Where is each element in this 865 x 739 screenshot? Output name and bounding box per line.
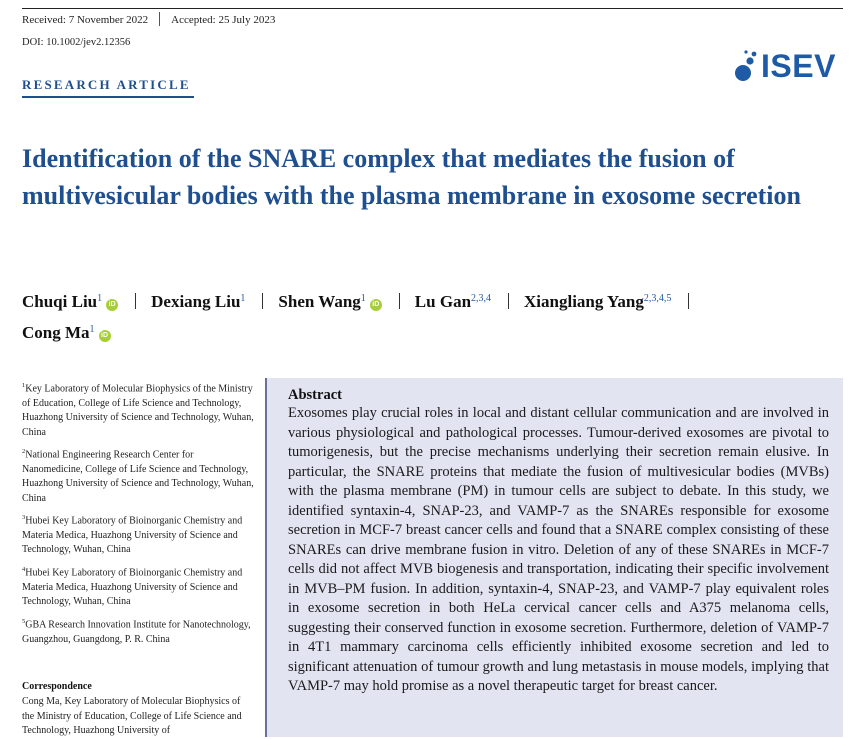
author-separator — [688, 293, 689, 309]
dates-line — [22, 12, 275, 26]
author-separator — [135, 293, 136, 309]
doi[interactable]: DOI: 10.1002/jev2.12356 — [22, 37, 131, 48]
author-name: Dexiang Liu — [151, 292, 241, 311]
author-name: Cong Ma — [22, 323, 90, 342]
received-date: Received: 7 November 2022 — [22, 14, 149, 26]
author[interactable] — [22, 292, 118, 311]
author[interactable] — [415, 292, 491, 311]
affiliation-text: National Engineering Research Center for Nanomedicine, College of Life Science and Technology, Huazhong University of Science and Technology, Wuhan, China — [22, 449, 254, 504]
accepted-date: Accepted: 25 July 2023 — [171, 14, 276, 26]
author-affil-ref[interactable]: 1 — [97, 293, 103, 304]
top-rule — [22, 8, 843, 9]
correspondence-text: Cong Ma, Key Laboratory of Molecular Biophysics of the Ministry of Education, College of Life Science and Technology, Huazhong University of — [22, 696, 242, 736]
affiliation-number: 5 — [22, 618, 26, 625]
article-type-underline — [22, 96, 194, 98]
author[interactable] — [524, 292, 671, 311]
author-list — [22, 285, 822, 347]
author-separator — [508, 293, 509, 309]
affiliation — [22, 379, 254, 440]
author-separator — [399, 293, 400, 309]
author-name: Xiangliang Yang — [524, 292, 644, 311]
author-name: Lu Gan — [414, 292, 472, 311]
divider — [159, 12, 160, 26]
author[interactable] — [151, 292, 245, 311]
affiliation — [22, 511, 254, 558]
orcid-icon[interactable]: iD — [99, 330, 111, 342]
abstract-heading: Abstract — [288, 387, 342, 403]
affiliation-text: Key Laboratory of Molecular Biophysics of the Ministry of Education, College of Life Science and Technology, Huazhong University of Science and Technology, Wuhan, China — [22, 383, 254, 438]
author-affil-ref[interactable]: 1 — [360, 293, 366, 304]
affiliation-number: 2 — [22, 448, 26, 455]
affiliation-number: 3 — [22, 514, 26, 521]
abstract-left-bar — [265, 378, 267, 737]
author-affil-ref[interactable]: 2,3,4 — [471, 293, 492, 304]
author-affil-ref[interactable]: 2,3,4,5 — [643, 293, 672, 304]
affiliation-text: Hubei Key Laboratory of Bioinorganic Chemistry and Materia Medica, Huazhong University of Science and Technology, Wuhan, China — [22, 515, 243, 556]
affiliation-text: Hubei Key Laboratory of Bioinorganic Chemistry and Materia Medica, Huazhong University of Science and Technology, Wuhan, China — [22, 567, 243, 608]
affiliation — [22, 445, 254, 506]
affiliation — [22, 615, 254, 647]
article-type: RESEARCH ARTICLE — [22, 77, 191, 92]
correspondence-heading: Correspondence — [22, 681, 92, 692]
affiliation-text: GBA Research Innovation Institute for Nanotechnology, Guangzhou, Guangdong, P. R. China — [22, 619, 251, 645]
affiliation — [22, 563, 254, 610]
affiliation-number: 1 — [22, 382, 26, 389]
abstract-text: Exosomes play crucial roles in local and distant cellular communication and are involved in various physiological and pathological processes. Tumour-derived exosomes are pivotal to tumorigenesis, but the precise mechanisms underlying their secretion remain elusive. In particular, the SNARE proteins that mediate the fusion of multivesicular bodies (MVBs) with the plasma membrane (PM) in tumour cells are subject to debate. In this study, we identified syntaxin-4, SNAP-23, and VAMP-7 as the SNAREs responsible for exosome secretion in MCF-7 breast cancer cells and found that a SNARE complex consisting of these SNAREs can drive membrane fusion in vitro. Deletion of any of these SNAREs in MCF-7 cells did not affect MVB biogenesis and transportation, indicating their specific involvement in MVB–PM fusion. In addition, syntaxin-4, SNAP-23, and VAMP-7 play equivalent roles in exosome secretion in both HeLa cervical cancer cells and A375 melanoma cells, suggesting their conserved function in exosome secretion. Furthermore, deletion of VAMP-7 in 4T1 mammary carcinoma cells efficiently inhibited exosome secretion and led to significant attenuation of tumour growth and lung metastasis in mouse models, implying that VAMP-7 may hold promise as a novel therapeutic target for breast cancer. — [288, 405, 829, 694]
author-separator — [262, 293, 263, 309]
orcid-icon[interactable]: iD — [370, 299, 382, 311]
author-affil-ref[interactable]: 1 — [240, 293, 246, 304]
author[interactable] — [22, 323, 111, 342]
isev-logo — [731, 46, 844, 86]
author-name: Shen Wang — [278, 292, 361, 311]
article-title: Identification of the SNARE complex that mediates the fusion of multivesicular bodies with the plasma membrane in exosome secretion — [22, 144, 801, 210]
isev-logo-text: ISEV — [761, 47, 836, 84]
isev-logo-icon — [731, 48, 759, 84]
orcid-icon[interactable]: iD — [106, 299, 118, 311]
author-affil-ref[interactable]: 1 — [89, 324, 95, 335]
author-name: Chuqi Liu — [22, 292, 98, 311]
affiliation-number: 4 — [22, 566, 26, 573]
author[interactable] — [278, 292, 381, 311]
